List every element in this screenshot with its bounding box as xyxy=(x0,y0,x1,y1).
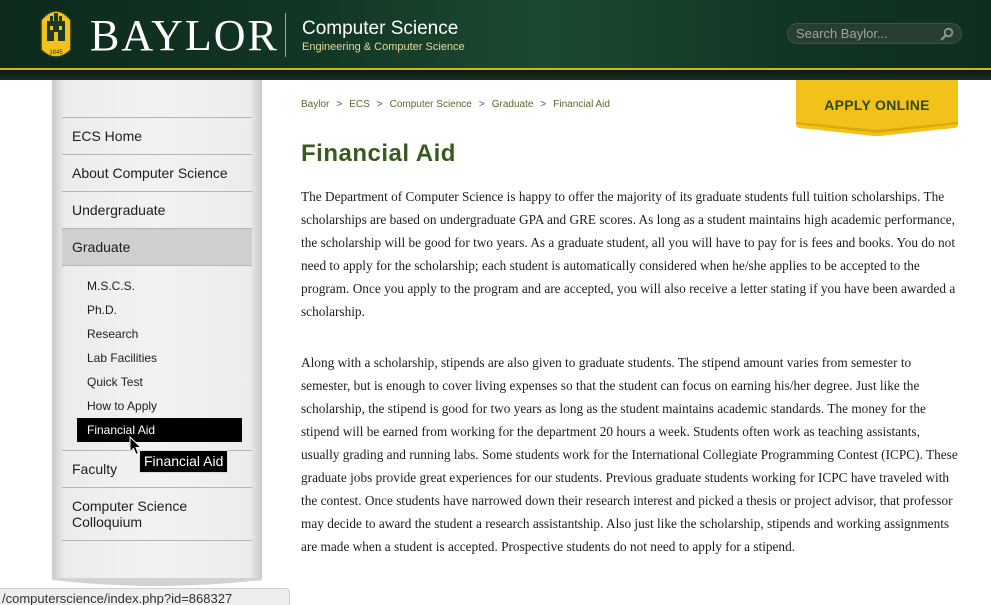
paragraph-stipends: Along with a scholarship, stipends are also given to graduate students. The stipend amount varies from semester to semester, but is enough to cover living expenses so that the student can focus on earning his/her degree. Just like the scholarship, the stipend is good for two years as long as the student maintains academic standards. The money for the stipend will be earned from working for the department 20 hours a week. Students often work as teaching assistants, usually grading and running labs. Some students work for the International Collegiate Programming Contest (ICPC). These graduate jobs provide great experiences for our students. Previous graduate students working for ICPC have traveled with the contest. Once students have narrowed down their research interest and picked a thesis or project advisor, that professor may decide to award the student a research assistantship. Also just like the scholarship, stipends and working assignments are made when a student is accepted. Prospective students do not need to apply for a stipend. xyxy=(301,355,958,554)
breadcrumb-item-computer-science[interactable]: Computer Science xyxy=(389,99,472,110)
department-subtitle[interactable]: Engineering & Computer Science xyxy=(302,41,465,53)
header-divider xyxy=(285,13,286,57)
breadcrumb-item-financial-aid: Financial Aid xyxy=(553,99,610,110)
breadcrumb-separator: > xyxy=(376,99,383,110)
breadcrumb-item-ecs[interactable]: ECS xyxy=(349,99,370,110)
breadcrumb-separator: > xyxy=(478,99,485,110)
sidebar-item-undergraduate[interactable]: Undergraduate xyxy=(62,192,252,229)
breadcrumb-separator: > xyxy=(540,99,547,110)
seal-year: 1845 xyxy=(49,50,63,56)
subnav-item-phd[interactable]: Ph.D. xyxy=(87,303,118,317)
apply-online-button[interactable] xyxy=(796,80,958,136)
apply-online-label: APPLY ONLINE xyxy=(824,97,930,113)
subnav-item-quick-test[interactable]: Quick Test xyxy=(87,375,143,389)
breadcrumb xyxy=(301,99,610,110)
graduate-subnav xyxy=(62,266,252,451)
sidebar-item-about-computer-science[interactable]: About Computer Science xyxy=(62,155,252,192)
sidebar-nav xyxy=(62,117,252,541)
baylor-wordmark[interactable]: BAYLOR xyxy=(90,11,279,60)
site-header xyxy=(0,0,991,68)
search-icon[interactable] xyxy=(940,27,954,41)
sidebar-item-faculty[interactable]: Faculty xyxy=(62,451,252,488)
subnav-item-research[interactable]: Research xyxy=(87,327,139,341)
search-box xyxy=(787,23,962,44)
link-tooltip: Financial Aid xyxy=(139,450,228,473)
breadcrumb-item-graduate[interactable]: Graduate xyxy=(491,99,534,110)
page-title: Financial Aid xyxy=(301,140,456,167)
subnav-item-lab-facilities[interactable]: Lab Facilities xyxy=(87,351,158,365)
paragraph-scholarships: The Department of Computer Science is happy to offer the majority of its graduate students full tuition scholarships. The scholarships are based on undergraduate GPA and GRE scores. As long as a student maintains high academic performance, the scholarship will be good for two years. As a graduate student, all you will have to pay for is fees and books. You do not need to apply for the scholarship; each student is automatically considered when he/she applies to be accepted to the program. Once you apply to the program and are accepted, you will also receive a letter stating if you have been awarded a scholarship. xyxy=(301,189,956,319)
search-input[interactable] xyxy=(796,26,936,41)
subnav-item-how-to-apply[interactable]: How to Apply xyxy=(87,399,158,413)
header-shadow xyxy=(0,70,991,80)
sidebar-item-computer-science-colloquium[interactable]: Computer Science Colloquium xyxy=(62,488,252,541)
baylor-seal-icon[interactable] xyxy=(39,6,73,60)
sidebar-item-ecs-home[interactable]: ECS Home xyxy=(62,118,252,155)
subnav-item-mscs[interactable]: M.S.C.S. xyxy=(87,279,136,293)
subnav-item-financial-aid[interactable]: Financial Aid xyxy=(77,418,242,442)
breadcrumb-item-baylor[interactable]: Baylor xyxy=(301,99,330,110)
browser-status-bar: /computerscience/index.php?id=868327 xyxy=(0,588,290,605)
department-title[interactable]: Computer Science xyxy=(302,18,459,39)
breadcrumb-separator: > xyxy=(336,99,343,110)
sidebar-item-graduate[interactable]: Graduate xyxy=(62,229,252,266)
